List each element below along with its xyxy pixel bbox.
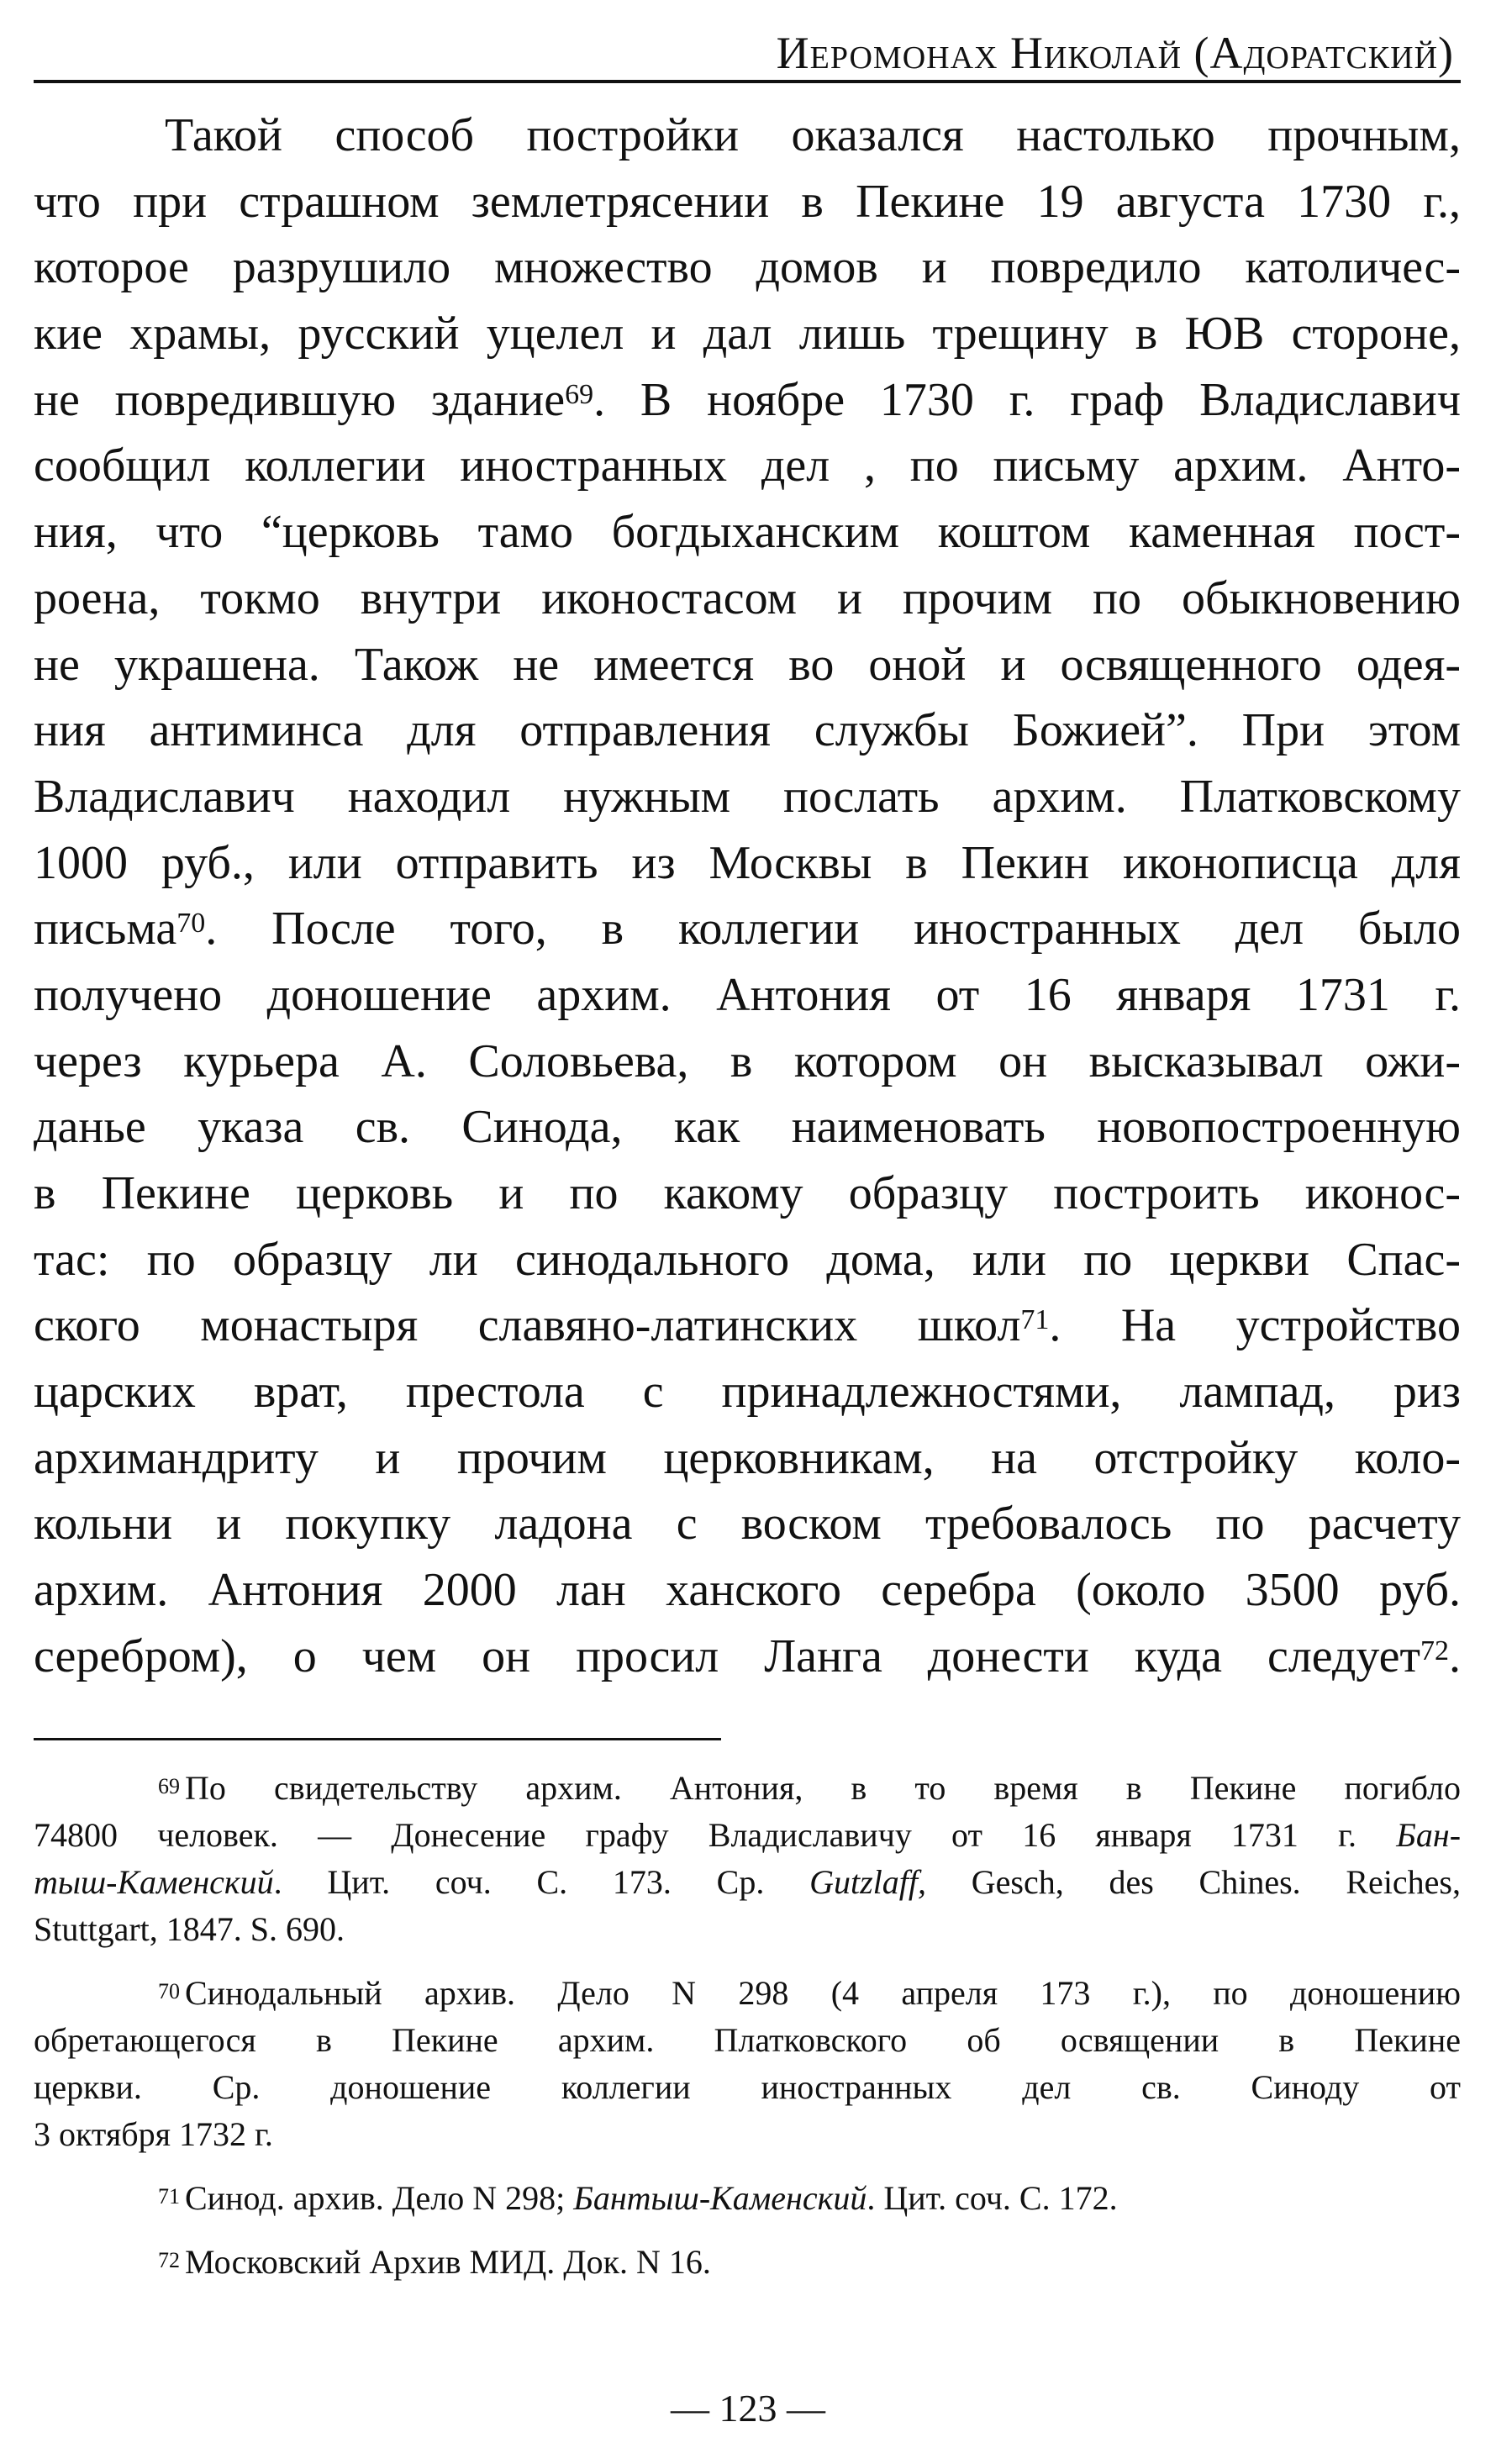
text-line: сообщил коллегии иностранных дел , по письму архим. Анто-: [34, 440, 1461, 492]
text-fragment: серебром), о чем он просил Ланга донести куда следует: [34, 1630, 1420, 1682]
footnote-70: [34, 1970, 1461, 2158]
text-line: [34, 896, 1461, 962]
footnote-text: По свидетельству архим. Антония, в то время в Пекине погибло: [185, 1769, 1461, 1807]
footnote-line: Stuttgart, 1847. S. 690.: [34, 1910, 345, 1948]
footnote-text: Gesch, des Chines. Reiches,: [971, 1863, 1462, 1901]
footnote-71: [34, 2175, 1461, 2222]
text-line: ния антиминса для отправления службы Божией”. При этом: [34, 704, 1461, 757]
text-line: ния, что “церковь тамо богдыханским коштом каменная пост-: [34, 506, 1461, 559]
text-line: [34, 367, 1461, 434]
text-fragment: . На устройство: [1049, 1299, 1461, 1352]
text-fragment: . В ноябре 1730 г. граф Владиславич: [593, 373, 1461, 426]
footnote-line: [34, 2239, 1461, 2286]
text-line: 1000 руб., или отправить из Москвы в Пекин иконописца для: [34, 836, 1461, 889]
author-name: тыш-Каменский: [34, 1863, 274, 1901]
footnote-line: [34, 1765, 1461, 1812]
footnote-reference[interactable]: 69: [565, 378, 594, 410]
footnote-line: [34, 1970, 1461, 2017]
text-line: не украшена. Також не имеется во оной и освященного одея-: [34, 638, 1461, 691]
footnote-reference[interactable]: 70: [176, 908, 206, 940]
footnote-text: Синод. архив. Дело N 298;: [185, 2179, 566, 2217]
header-rule: [34, 80, 1461, 83]
text-line: тас: по образцу ли синодального дома, или по церкви Спас-: [34, 1233, 1461, 1286]
footnote-number: 69: [158, 1774, 180, 1798]
footnote-line: [34, 2175, 1461, 2222]
footnote-text: Синодальный архив. Дело N 298 (4 апреля 173 г.), по доношению: [185, 1974, 1461, 2012]
text-line: Такой способ постройки оказался настолько прочным,: [165, 109, 1461, 161]
text-line: архим. Антония 2000 лан ханского серебра (около 3500 руб.: [34, 1564, 1461, 1617]
text-fragment: . После того, в коллегии иностранных дел было: [205, 903, 1461, 956]
text-line: Владиславич находил нужным послать архим. Платковскому: [34, 770, 1461, 823]
footnote-72: [34, 2239, 1461, 2286]
page-number: — 123 —: [671, 2387, 825, 2430]
footnote-line: [34, 1859, 1461, 1906]
text-fragment: письма: [34, 903, 177, 956]
text-line: данье указа св. Синода, как наименовать новопостроенную: [34, 1101, 1461, 1154]
footnote-line: 3 октября 1732 г.: [34, 2115, 273, 2153]
text-line: получено доношение архим. Антония от 16 января 1731 г.: [34, 968, 1461, 1021]
running-title: Иеромонах Николай (Адоратский): [776, 28, 1454, 78]
text-fragment: не повредившую здание: [34, 373, 566, 426]
footnote-number: 70: [158, 1979, 180, 2003]
footnote-text: Московский Архив МИД. Док. N 16.: [185, 2243, 711, 2281]
footnote-line: обретающегося в Пекине архим. Платковского об освящении в Пекине: [34, 2021, 1461, 2059]
text-line: которое разрушило множество домов и повредило католичес-: [34, 241, 1461, 294]
footnote-text: . Цит. соч. С. 173. Ср.: [273, 1863, 765, 1901]
text-line: в Пекине церковь и по какому образцу построить иконос-: [34, 1167, 1461, 1219]
text-line: [34, 1293, 1461, 1359]
text-line: кие храмы, русский уцелел и дал лишь трещину в ЮВ стороне,: [34, 308, 1461, 361]
footnote-text: 74800 человек. — Донесение графу Владиславичу от 16 января 1731 г.: [34, 1816, 1357, 1854]
footnote-reference[interactable]: 71: [1020, 1304, 1050, 1336]
text-fragment: .: [1449, 1630, 1461, 1682]
text-line: через курьера А. Соловьева, в котором он высказывал ожи-: [34, 1035, 1461, 1087]
footnote-number: 72: [158, 2248, 180, 2272]
main-text: [34, 103, 1461, 1690]
footnote-reference[interactable]: 72: [1420, 1635, 1449, 1666]
text-line: роена, токмо внутри иконостасом и прочим по обыкновению: [34, 571, 1461, 624]
footnote-rule: [34, 1738, 721, 1740]
footnotes: [34, 1765, 1461, 2303]
author-name: Бан-: [1396, 1816, 1462, 1854]
text-line: архимандриту и прочим церковникам, на отстройку коло-: [34, 1431, 1461, 1484]
text-line: кольни и покупку ладона с воском требовалось по расчету: [34, 1498, 1461, 1551]
text-line: [34, 1624, 1461, 1690]
footnote-number: 71: [158, 2184, 180, 2209]
footnote-line: [34, 1812, 1461, 1859]
footnote-69: [34, 1765, 1461, 1953]
text-line: что при страшном землетрясении в Пекине 19 августа 1730 г.,: [34, 175, 1461, 228]
text-fragment: ского монастыря славяно-латинских школ: [34, 1299, 1021, 1352]
author-name: Бантыш-Каменский: [573, 2179, 867, 2217]
footnote-text: . Цит. соч. С. 172.: [867, 2179, 1118, 2217]
footnote-line: церкви. Ср. доношение коллегии иностранных дел св. Синоду от: [34, 2068, 1461, 2106]
author-name: Gutzlaff,: [809, 1863, 926, 1901]
text-line: царских врат, престола с принадлежностями, лампад, риз: [34, 1366, 1461, 1419]
